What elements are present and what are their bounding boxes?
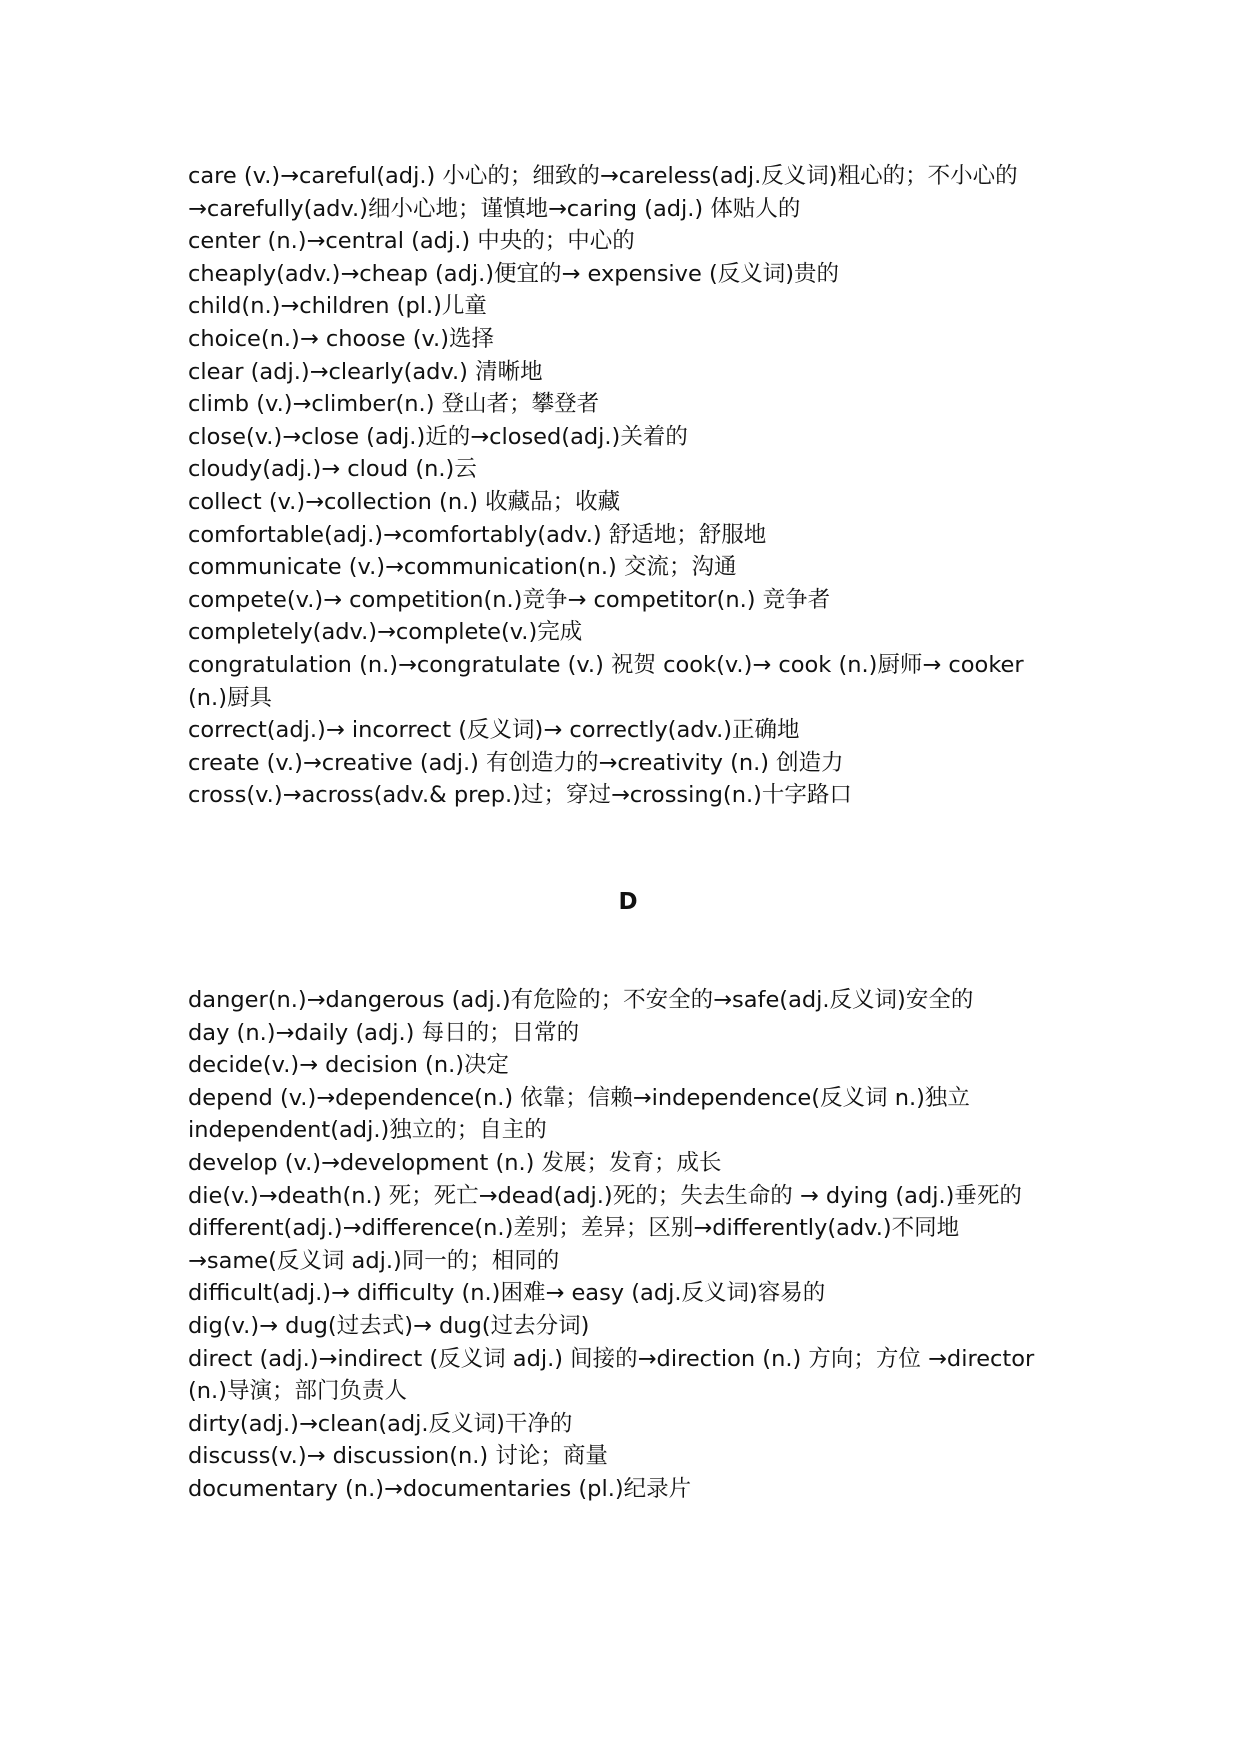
entry-congratulation: congratulation (n.)→congratulate (v.) 祝贺 cook(v.)→ cook (n.)厨师→ cooker (n.)厨具 [188, 651, 1024, 711]
entry-collect: collect (v.)→collection (n.) 收藏品；收藏 [188, 488, 621, 515]
entry-climb: climb (v.)→climber(n.) 登山者；攀登者 [188, 391, 600, 418]
entry-decide: decide(v.)→ decision (n.)决定 [188, 1052, 510, 1079]
entry-child: child(n.)→children (pl.)儿童 [188, 293, 487, 320]
entry-die: die(v.)→death(n.) 死；死亡→dead(adj.)死的；失去生命的 → dying (adj.)垂死的 [188, 1182, 1022, 1209]
entry-dirty: dirty(adj.)→clean(adj.反义词)干净的 [188, 1410, 573, 1437]
entry-center: center (n.)→central (adj.) 中央的；中心的 [188, 228, 635, 255]
section-heading-d: D [618, 889, 638, 915]
entry-difficult: difficult(adj.)→ difficulty (n.)困难→ easy (adj.反义词)容易的 [188, 1280, 826, 1307]
entry-cloudy: cloudy(adj.)→ cloud (n.)云 [188, 456, 477, 483]
entry-choice: choice(n.)→ choose (v.)选择 [188, 325, 494, 352]
entry-compete: compete(v.)→ competition(n.)竞争→ competitor(n.) 竞争者 [188, 586, 831, 613]
entry-clear: clear (adj.)→clearly(adv.) 清晰地 [188, 358, 543, 385]
entry-close: close(v.)→close (adj.)近的→closed(adj.)关着的 [188, 423, 688, 450]
entry-day: day (n.)→daily (adj.) 每日的；日常的 [188, 1019, 580, 1046]
entry-communicate: communicate (v.)→communication(n.) 交流；沟通 [188, 554, 737, 581]
entry-danger: danger(n.)→dangerous (adj.)有危险的；不安全的→safe(adj.反义词)安全的 [188, 987, 974, 1013]
entry-develop: develop (v.)→development (n.) 发展；发育；成长 [188, 1149, 722, 1176]
entry-cross: cross(v.)→across(adv.& prep.)过；穿过→crossing(n.)十字路口 [188, 782, 852, 809]
entry-depend: depend (v.)→dependence(n.) 依靠；信赖→independence(反义词 n.)独立independent(adj.)独立的；自主的 [188, 1084, 970, 1144]
section-d-entries [188, 984, 1068, 1506]
entry-direct: direct (adj.)→indirect (反义词 adj.) 间接的→direction (n.) 方向；方位 →director (n.)导演；部门负责人 [188, 1345, 1035, 1405]
entry-create: create (v.)→creative (adj.) 有创造力的→creativity (n.) 创造力 [188, 749, 844, 776]
entry-care: care (v.)→careful(adj.) 小心的；细致的→careless(adj.反义词)粗心的；不小心的→carefully(adv.)细小心地；谨慎地→caring (adj.) 体贴人的 [188, 163, 1018, 222]
section-c-entries [188, 160, 1068, 812]
entry-completely: completely(adv.)→complete(v.)完成 [188, 619, 583, 646]
entry-correct: correct(adj.)→ incorrect (反义词)→ correctly(adv.)正确地 [188, 717, 800, 744]
entry-dig: dig(v.)→ dug(过去式)→ dug(过去分词) [188, 1312, 590, 1339]
entry-documentary: documentary (n.)→documentaries (pl.)纪录片 [188, 1475, 692, 1502]
entry-comfortable: comfortable(adj.)→comfortably(adv.) 舒适地；舒服地 [188, 521, 767, 548]
entry-cheaply: cheaply(adv.)→cheap (adj.)便宜的→ expensive (反义词)贵的 [188, 260, 840, 287]
entry-discuss: discuss(v.)→ discussion(n.) 讨论；商量 [188, 1443, 608, 1470]
entry-different: different(adj.)→difference(n.)差别；差异；区别→differently(adv.)不同地→same(反义词 adj.)同一的；相同的 [188, 1215, 960, 1274]
